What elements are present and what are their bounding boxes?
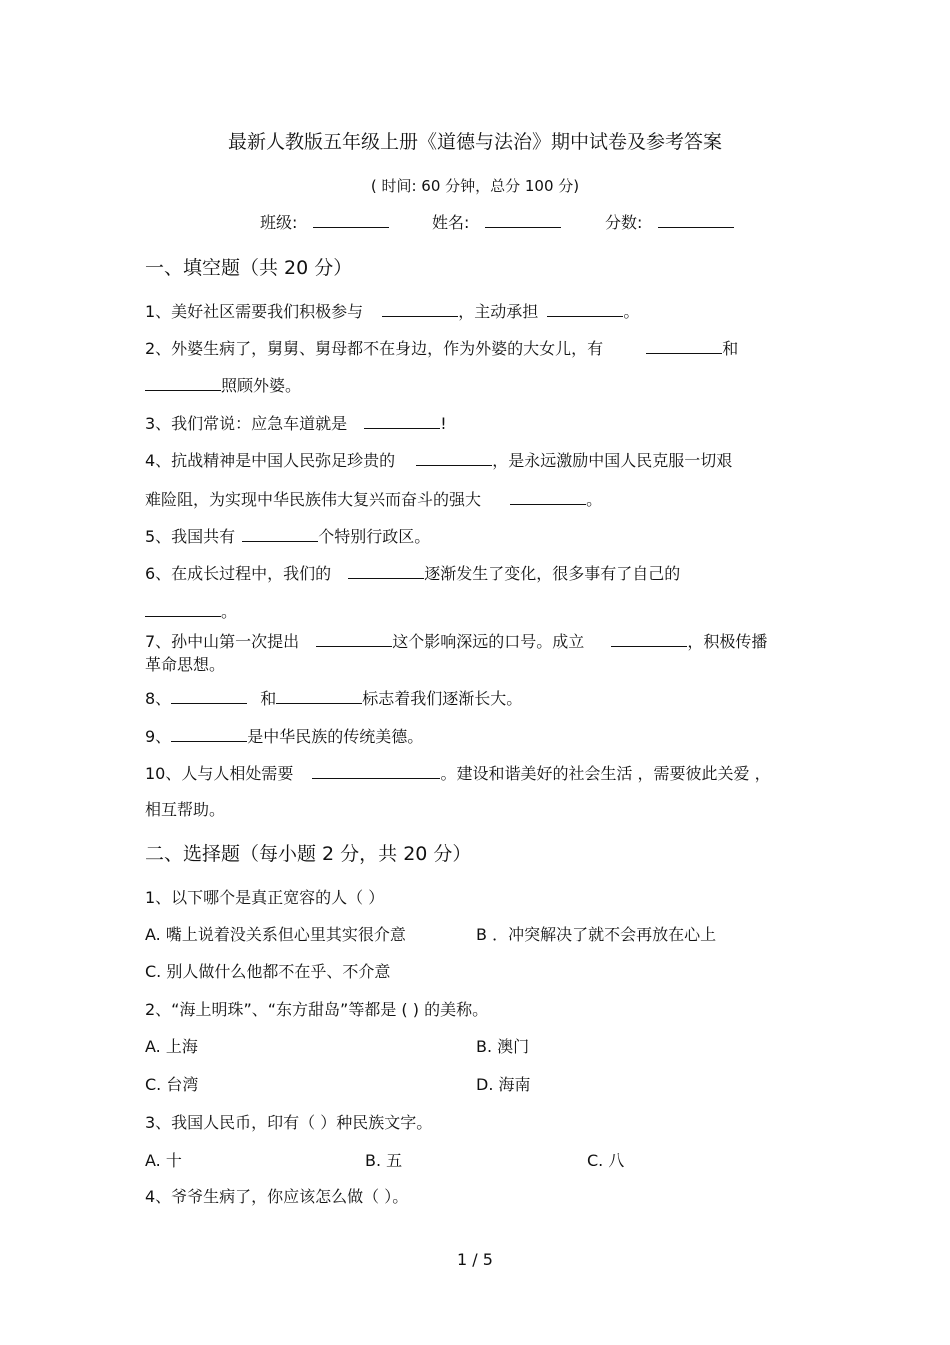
- q4-blank-1: [416, 450, 492, 466]
- class-label: 班级:: [260, 213, 298, 232]
- q8-text-a: 8、: [145, 689, 172, 708]
- q9-text-b: 是中华民族的传统美德。: [247, 727, 424, 746]
- name-label: 姓名:: [432, 213, 470, 232]
- q9-blank: [171, 726, 247, 742]
- s1-question-2-cont: [145, 375, 301, 396]
- q5-text-a: 5、我国共有: [145, 527, 236, 546]
- q7-blank-2: [611, 631, 687, 647]
- q2-blank-2: [145, 375, 221, 391]
- s2-q3-option-c: C. 八: [587, 1151, 625, 1170]
- score-label: 分数:: [605, 213, 643, 232]
- section2-heading: 二、选择题（每小题 2 分，共 20 分）: [145, 843, 472, 865]
- s2-q2-option-a: A. 上海: [145, 1037, 198, 1056]
- q4-text-d: 。: [586, 490, 603, 509]
- s1-question-6-cont: [145, 601, 237, 622]
- q4-text-c: 难险阻，为实现中华民族伟大复兴而奋斗的强大: [145, 490, 482, 509]
- s1-question-4-cont: [145, 489, 602, 510]
- q2-blank-1: [646, 338, 722, 354]
- q1-blank-2: [547, 301, 623, 317]
- q2-text-c: 照顾外婆。: [221, 376, 302, 395]
- s1-question-8: [145, 688, 522, 709]
- q6-text-a: 6、在成长过程中，我们的: [145, 564, 332, 583]
- s2-question-3: 3、我国人民币，印有（ ）种民族文字。: [145, 1113, 433, 1132]
- q2-text-a: 2、外婆生病了，舅舅、舅母都不在身边，作为外婆的大女儿，有: [145, 339, 604, 358]
- q7-text-b: 这个影响深远的口号。成立: [392, 632, 585, 651]
- name-field: [432, 212, 561, 233]
- section1-heading: 一、填空题（共 20 分）: [145, 257, 353, 279]
- s2-q1-option-c: C. 别人做什么他都不在乎、不介意: [145, 962, 391, 981]
- class-blank: [313, 212, 389, 228]
- q6-blank-1: [348, 563, 424, 579]
- q8-blank-2: [276, 688, 362, 704]
- score-blank: [658, 212, 734, 228]
- name-blank: [485, 212, 561, 228]
- q7-text-a: 7、孙中山第一次提出: [145, 632, 300, 651]
- s2-q2-option-d: D. 海南: [476, 1075, 531, 1094]
- page-title: 最新人教版五年级上册《道德与法治》期中试卷及参考答案: [227, 131, 722, 153]
- s2-question-2: 2、“海上明珠”、“东方甜岛”等都是 ( ) 的美称。: [145, 1000, 489, 1019]
- q6-text-c: 。: [221, 602, 238, 621]
- q3-text-a: 3、我们常说：应急车道就是: [145, 414, 348, 433]
- q10-text-b: 。建设和谐美好的社会生活 ，需要彼此关爱 ，: [440, 764, 771, 783]
- s2-q2-option-c: C. 台湾: [145, 1075, 199, 1094]
- s1-question-10-cont: [145, 800, 225, 820]
- q4-text-a: 4、抗战精神是中国人民弥足珍贵的: [145, 451, 396, 470]
- q8-blank-1: [171, 688, 247, 704]
- q10-text-c: 相互帮助。: [145, 800, 226, 819]
- s1-question-6: [145, 563, 680, 584]
- s1-question-1: [145, 301, 639, 322]
- q5-text-b: 个特别行政区。: [318, 527, 431, 546]
- q7-text-c: ，积极传播: [687, 632, 768, 651]
- s2-q2-option-b: B. 澳门: [476, 1037, 530, 1056]
- page-number: 1 / 5: [457, 1250, 493, 1269]
- s1-question-7-cont: [145, 655, 225, 675]
- q1-blank-1: [382, 301, 458, 317]
- q4-blank-2: [510, 489, 586, 505]
- s1-question-10: [145, 763, 771, 784]
- s1-question-9: [145, 726, 423, 747]
- s1-question-3: [145, 413, 447, 434]
- s2-q3-option-a: A. 十: [145, 1151, 182, 1170]
- s1-question-5: [145, 526, 430, 547]
- s2-q1-option-b: B ．冲突解决了就不会再放在心上: [476, 925, 717, 944]
- q6-text-b: 逐渐发生了变化，很多事有了自己的: [424, 564, 681, 583]
- s1-question-2: [145, 338, 738, 359]
- q2-text-b: 和: [722, 339, 739, 358]
- q1-text-b: ，主动承担: [458, 302, 539, 321]
- class-field: [260, 212, 389, 233]
- q8-text-b: 和: [260, 689, 277, 708]
- s1-question-7: [145, 631, 767, 652]
- s2-q1-option-a: A. 嘴上说着没关系但心里其实很介意: [145, 925, 406, 944]
- s2-question-4: 4、爷爷生病了，你应该怎么做（ ）。: [145, 1187, 409, 1206]
- q5-blank: [242, 526, 318, 542]
- q4-text-b: ，是永远激励中国人民克服一切艰: [492, 451, 733, 470]
- q1-text-a: 1、美好社区需要我们积极参与: [145, 302, 364, 321]
- score-field: [605, 212, 734, 233]
- q7-blank-1: [316, 631, 392, 647]
- q3-text-b: !: [440, 414, 447, 433]
- s2-question-1: 1、以下哪个是真正宽容的人（ ）: [145, 888, 385, 907]
- s1-question-4: [145, 450, 732, 471]
- q6-blank-2: [145, 601, 221, 617]
- q1-text-c: 。: [623, 302, 640, 321]
- q7-text-d: 革命思想。: [145, 655, 226, 674]
- q10-blank: [312, 763, 440, 779]
- q8-text-c: 标志着我们逐渐长大。: [362, 689, 523, 708]
- q10-text-a: 10、人与人相处需要: [145, 764, 294, 783]
- s2-q3-option-b: B. 五: [365, 1151, 403, 1170]
- exam-subtitle: ( 时间: 60 分钟，总分 100 分): [370, 177, 580, 195]
- q3-blank: [364, 413, 440, 429]
- q9-text-a: 9、: [145, 727, 172, 746]
